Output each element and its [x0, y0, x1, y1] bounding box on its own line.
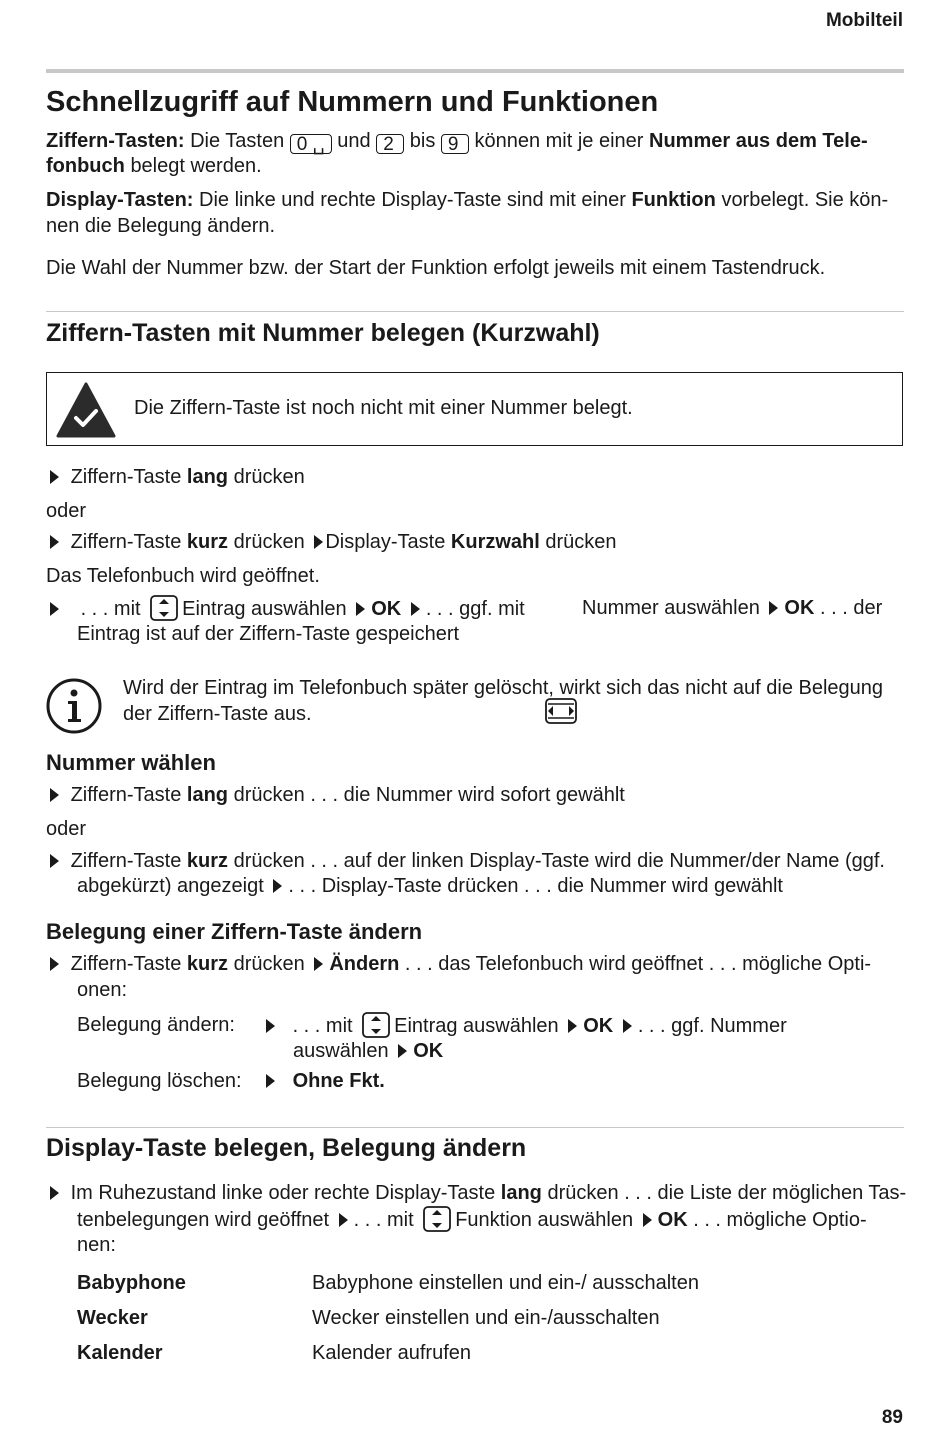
option-name: Kalender — [77, 1342, 163, 1364]
display-step-line2: tenbelegungen wird geöffnet . . . mit Funktion auswählen OK . . . mögliche Optio- — [77, 1206, 867, 1233]
step-arrow-icon — [50, 1186, 59, 1200]
step-arrow-icon — [643, 1213, 652, 1227]
change-step: Ziffern-Taste kurz drücken Ändern . . . das Telefonbuch wird geöffnet . . . mögliche Opti- — [46, 951, 871, 977]
change-step-line2: onen: — [77, 979, 128, 1001]
subheading-belegung-aendern: Belegung einer Ziffern-Taste ändern — [46, 919, 423, 944]
step-arrow-icon — [769, 601, 778, 615]
option-desc: Wecker einstellen und ein-/ausschalten — [312, 1307, 660, 1329]
key-0-icon: 0 ␣ — [290, 134, 332, 154]
nav-updown-icon — [361, 1012, 391, 1038]
condition-text: Die Ziffern-Taste ist noch nicht mit einer Nummer belegt. — [134, 397, 633, 419]
option-label-aendern: Belegung ändern: — [77, 1014, 235, 1036]
precondition-check-icon — [56, 382, 116, 438]
page-number: 89 — [881, 1407, 903, 1428]
nav-updown-icon — [422, 1206, 452, 1232]
dial-step-kurz: Ziffern-Taste kurz drücken . . . auf der linken Display-Taste wird die Nummer/der Name (ggf. — [46, 848, 885, 874]
section-divider — [46, 311, 904, 312]
step-select-entry-line2: Eintrag ist auf der Ziffern-Taste gespeichert — [77, 623, 460, 645]
step-arrow-icon — [314, 957, 323, 971]
step-select-number: Nummer auswählen OK . . . der — [582, 597, 883, 619]
phonebook-opened-text: Das Telefonbuch wird geöffnet. — [46, 565, 320, 587]
nav-updown-icon — [149, 595, 179, 621]
info-text-line1: Wird der Eintrag im Telefonbuch später gelöscht, wirkt sich das nicht auf die Belegung — [123, 677, 884, 699]
page-title: Schnellzugriff auf Nummern und Funktionen — [46, 86, 659, 118]
intro-paragraph-1 — [46, 128, 868, 154]
intro-paragraph-1-line2 — [46, 153, 262, 179]
intro-text: Die linke und rechte Display-Taste sind mit einer — [199, 189, 626, 211]
intro-bold: fonbuch — [46, 155, 125, 177]
step-arrow-icon — [356, 602, 365, 616]
step-arrow-icon — [266, 1019, 275, 1033]
option-name: Wecker — [77, 1307, 148, 1329]
intro-lead-2: Display-Tasten: — [46, 189, 194, 211]
step-arrow-icon — [266, 1074, 275, 1088]
running-header: Mobilteil — [825, 10, 903, 31]
subheading-nummer-waehlen: Nummer wählen — [46, 750, 216, 775]
info-text-line2: der Ziffern-Taste aus. — [123, 703, 312, 725]
oder-text: oder — [46, 500, 87, 522]
step-arrow-icon — [339, 1213, 348, 1227]
step-lang-druecken: Ziffern-Taste lang drücken — [46, 464, 305, 490]
dial-step-kurz-line2: abgekürzt) angezeigt . . . Display-Taste drücken . . . die Nummer wird gewählt — [77, 875, 783, 897]
intro-text: und — [337, 130, 371, 152]
intro-text: vorbelegt. Sie kön- — [721, 189, 889, 211]
intro-lead-1: Ziffern-Tasten: — [46, 130, 185, 152]
section-divider — [46, 1127, 904, 1128]
step-arrow-icon — [50, 602, 59, 616]
option-desc: Kalender aufrufen — [312, 1342, 472, 1364]
step-arrow-icon — [50, 788, 59, 802]
option-aendern-line2: auswählen OK — [293, 1040, 444, 1062]
condition-box — [46, 372, 903, 446]
step-arrow-icon — [398, 1044, 407, 1058]
key-2-icon: 2 — [376, 134, 404, 154]
intro-text: belegt werden. — [130, 155, 262, 177]
intro-bold: Funktion — [631, 189, 716, 211]
intro-text: können mit je einer — [474, 130, 644, 152]
step-arrow-icon — [50, 535, 59, 549]
oder-text: oder — [46, 818, 87, 840]
key-9-icon: 9 — [441, 134, 469, 154]
step-select-entry: . . . mit Eintrag auswählen OK . . . ggf. mit — [46, 595, 525, 622]
option-name: Babyphone — [77, 1272, 186, 1294]
header-rule — [46, 69, 904, 73]
step-arrow-icon — [623, 1019, 632, 1033]
nav-leftright-icon — [544, 698, 578, 724]
info-icon — [45, 677, 103, 735]
intro-paragraph-2 — [46, 187, 888, 213]
dial-step-lang: Ziffern-Taste lang drücken . . . die Nummer wird sofort gewählt — [46, 782, 625, 808]
section-heading-display-taste: Display-Taste belegen, Belegung ändern — [46, 1134, 527, 1162]
option-loeschen-steps: Ohne Fkt. — [262, 1068, 385, 1094]
step-arrow-icon — [50, 957, 59, 971]
display-step-line3: nen: — [77, 1234, 116, 1256]
step-arrow-icon — [411, 602, 420, 616]
step-arrow-icon — [314, 535, 323, 549]
step-arrow-icon — [273, 879, 282, 893]
display-step: Im Ruhezustand linke oder rechte Display-Taste lang drücken . . . die Liste der möglichen Tas- — [46, 1180, 906, 1206]
step-arrow-icon — [50, 470, 59, 484]
intro-paragraph-3: Die Wahl der Nummer bzw. der Start der Funktion erfolgt jeweils mit einem Tastendruck. — [46, 257, 826, 279]
step-kurz-druecken: Ziffern-Taste kurz drücken Display-Taste Kurzwahl drücken — [46, 529, 617, 555]
intro-text: bis — [409, 130, 436, 152]
option-desc: Babyphone einstellen und ein-/ ausschalten — [312, 1272, 699, 1294]
step-arrow-icon — [50, 854, 59, 868]
section-heading-kurzwahl: Ziffern-Tasten mit Nummer belegen (Kurzwahl) — [46, 319, 600, 347]
intro-bold: Nummer aus dem Tele- — [649, 130, 868, 152]
option-label-loeschen: Belegung löschen: — [77, 1070, 242, 1092]
step-arrow-icon — [568, 1019, 577, 1033]
option-aendern-steps: . . . mit Eintrag auswählen OK . . . ggf. Nummer — [262, 1012, 787, 1039]
intro-paragraph-2-line2: nen die Belegung ändern. — [46, 215, 276, 237]
intro-text: Die Tasten — [190, 130, 285, 152]
